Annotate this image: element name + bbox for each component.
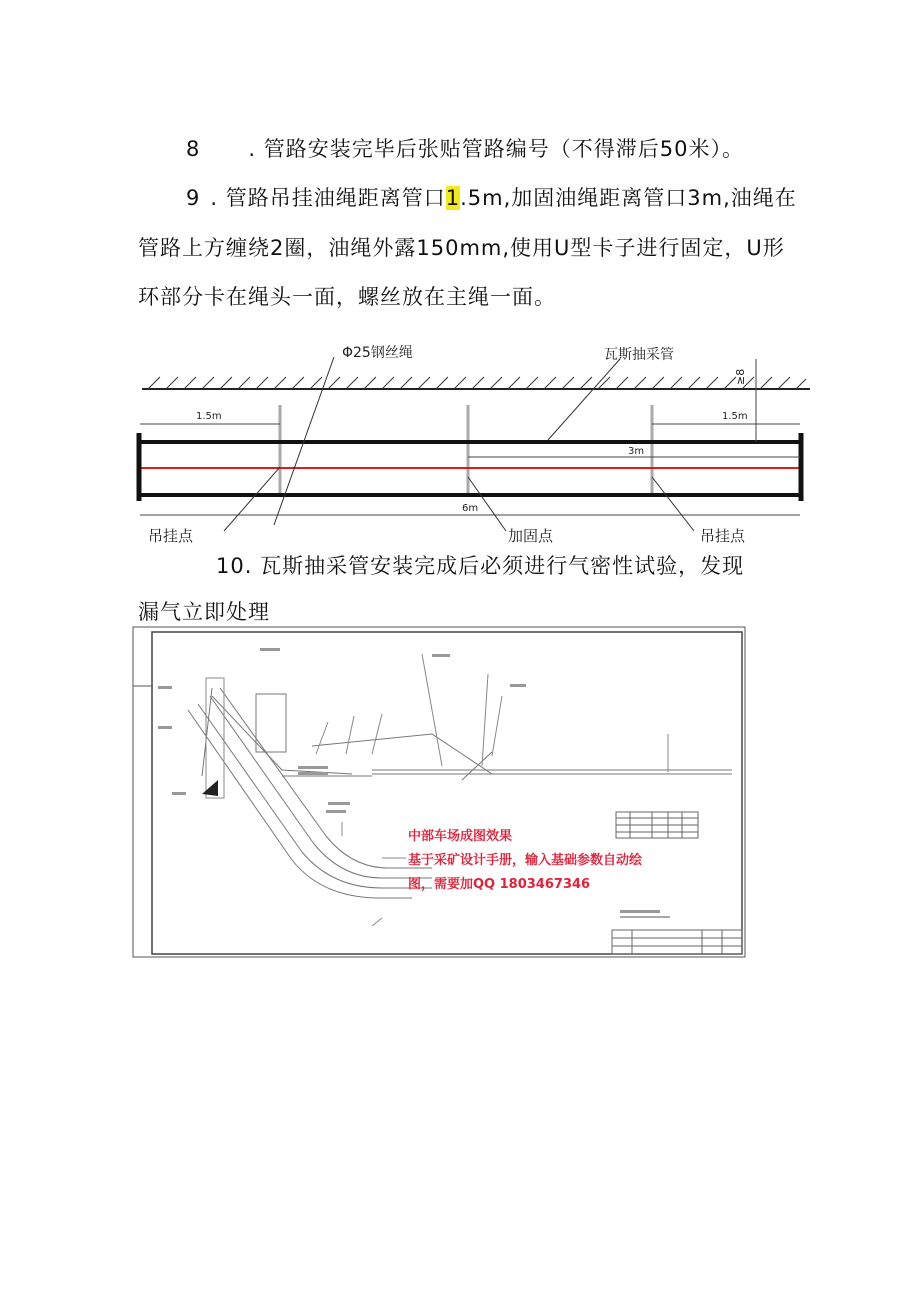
paragraph-8-text: . 管路安装完毕后张贴管路编号（不得滞后50米）。 xyxy=(248,137,744,161)
paragraph-9-number: 9 xyxy=(186,186,201,210)
dim-total-label: 6m xyxy=(462,503,479,514)
label-wire-rope: Φ25钢丝绳 xyxy=(342,345,413,361)
hanger-ropes xyxy=(280,405,652,495)
paragraph-9-line-3: 环部分卡在绳头一面，螺丝放在主绳一面。 xyxy=(138,285,556,309)
label-gas-pipe: 瓦斯抽采管 xyxy=(604,347,674,363)
paragraph-10-line-1: 10. 瓦斯抽采管安装完成后必须进行气密性试验，发现 xyxy=(216,554,745,578)
paragraph-9-text-a: . 管路吊挂油绳距离管口 xyxy=(210,186,446,210)
paragraph-8-number: 8 xyxy=(186,137,201,161)
side-dim-label: ≥8 xyxy=(734,368,747,385)
watermark-line-2: 基于采矿设计手册，输入基础参数自动绘 xyxy=(408,853,643,868)
dim-middle-label: 3m xyxy=(628,446,645,457)
label-hanging-point-right: 吊挂点 xyxy=(700,527,746,545)
roof-hatching xyxy=(148,377,806,389)
dim-right-label: 1.5m xyxy=(722,411,748,422)
paragraph-9-line-2: 管路上方缠绕2圈，油绳外露150mm,使用U型卡子进行固定，U形 xyxy=(138,236,785,260)
watermark-line-1: 中部车场成图效果 xyxy=(408,829,513,844)
dim-left-label: 1.5m xyxy=(196,411,222,422)
watermark-line-3: 图，需要加QQ 1803467346 xyxy=(408,877,591,892)
label-hanging-point-left: 吊挂点 xyxy=(148,527,194,545)
cad-drawing xyxy=(132,626,748,960)
paragraph-8 xyxy=(186,135,744,163)
pipe-suspension-diagram xyxy=(134,345,814,545)
label-reinforce-point: 加固点 xyxy=(508,527,554,545)
paragraph-9-line-1 xyxy=(186,184,797,212)
paragraph-9-text-b: .5m,加固油绳距离管口3m,油绳在 xyxy=(460,186,797,210)
highlighted-digit: 1 xyxy=(445,186,461,210)
paragraph-10-line-2: 漏气立即处理 xyxy=(138,600,270,624)
